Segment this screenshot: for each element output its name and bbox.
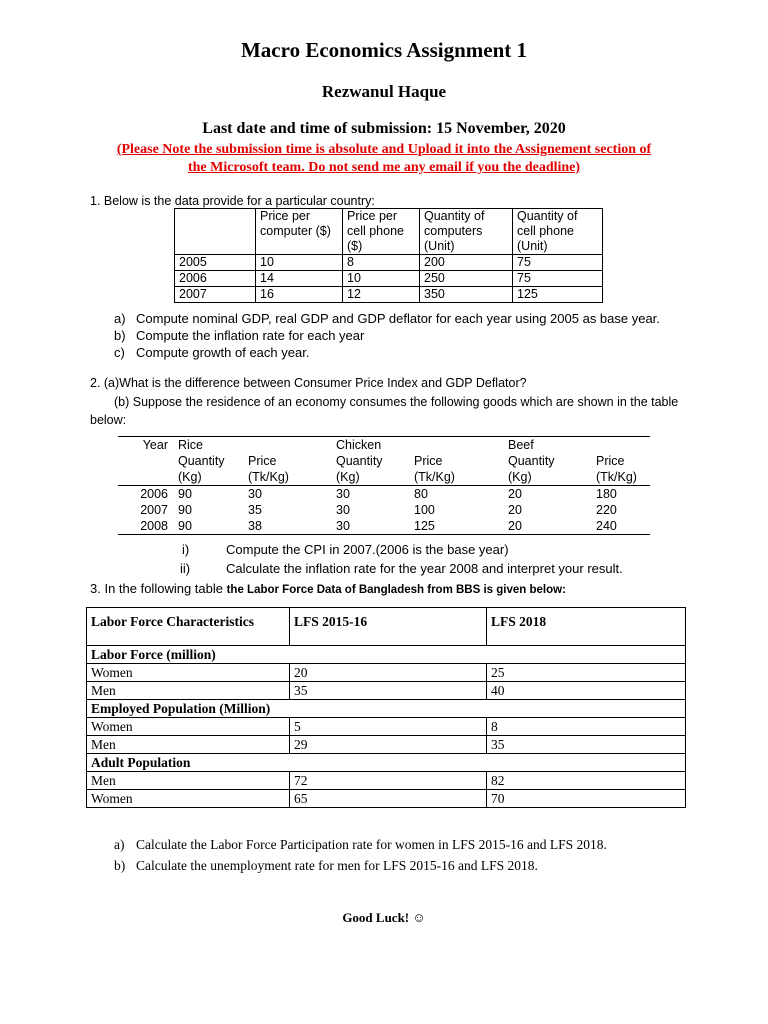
table-row bbox=[118, 518, 650, 535]
qty-line: Quantity bbox=[178, 454, 225, 468]
q1-header-line: ($) bbox=[347, 239, 363, 253]
list-item: ii) bbox=[180, 561, 191, 576]
q2-line-b1: (b) Suppose the residence of an economy consumes the following goods which are shown in the table bbox=[114, 395, 679, 409]
q1-header-line: Quantity of bbox=[424, 209, 485, 223]
q2-year: 2006 bbox=[140, 487, 168, 501]
q2-cell: 90 bbox=[178, 487, 192, 501]
list-item: Calculate the Labor Force Participation rate for women in LFS 2015-16 and LFS 2018. bbox=[136, 837, 607, 852]
q3-cell: 65 bbox=[290, 790, 487, 808]
q1-cell: 16 bbox=[256, 287, 343, 303]
q3-cell: Women bbox=[87, 718, 290, 736]
note-line-2: the Microsoft team. Do not send me any email if you the deadline) bbox=[187, 160, 581, 175]
q3-cell: 20 bbox=[290, 664, 487, 682]
q3-header-cell: LFS 2018 bbox=[487, 608, 686, 646]
table-row bbox=[87, 682, 686, 700]
qty-line: (Kg) bbox=[336, 470, 360, 484]
q3-section-title: Adult Population bbox=[87, 754, 686, 772]
table-row bbox=[175, 271, 603, 287]
table-row bbox=[87, 664, 686, 682]
table-row bbox=[87, 772, 686, 790]
q1-cell: 2005 bbox=[175, 255, 256, 271]
q2-cell: 220 bbox=[596, 503, 617, 517]
q3-section-row bbox=[87, 754, 686, 772]
q1-header-line: Quantity of bbox=[517, 209, 578, 223]
q3-table bbox=[86, 607, 686, 808]
q2-price-header bbox=[244, 453, 332, 486]
q2-qty-header bbox=[504, 453, 592, 486]
q3-cell: 25 bbox=[487, 664, 686, 682]
list-item: Calculate the unemployment rate for men for LFS 2015-16 and LFS 2018. bbox=[136, 858, 538, 873]
price-line: (Tk/Kg) bbox=[248, 470, 289, 484]
page-title: Macro Economics Assignment 1 bbox=[240, 38, 527, 62]
list-item: c) bbox=[114, 345, 125, 360]
q2-cell: 30 bbox=[248, 487, 262, 501]
list-item: Compute the CPI in 2007.(2006 is the base year) bbox=[226, 542, 509, 557]
q3-header-cell: LFS 2015-16 bbox=[290, 608, 487, 646]
deadline-text: Last date and time of submission: 15 November, 2020 bbox=[202, 120, 566, 137]
q1-header-line: (Unit) bbox=[517, 239, 548, 253]
list-item: i) bbox=[182, 542, 190, 557]
q3-cell: 35 bbox=[487, 736, 686, 754]
q3-section-title: Labor Force (million) bbox=[87, 646, 686, 664]
q2-price-header bbox=[410, 453, 504, 486]
submission-note bbox=[0, 141, 768, 177]
q2-cell: 100 bbox=[414, 503, 435, 517]
q1-cell: 75 bbox=[513, 271, 603, 287]
q3-cell: Women bbox=[87, 790, 290, 808]
list-item: b) bbox=[114, 328, 126, 343]
q1-header-cell bbox=[513, 209, 603, 255]
q2-cell: 38 bbox=[244, 518, 332, 535]
q3-section-row bbox=[87, 646, 686, 664]
q1-header-line: computer ($) bbox=[260, 224, 331, 238]
table-row bbox=[87, 736, 686, 754]
item-label: a) bbox=[114, 311, 126, 326]
q1-cell: 125 bbox=[513, 287, 603, 303]
q1-cell: 10 bbox=[256, 255, 343, 271]
q2-year: 2008 bbox=[118, 518, 174, 535]
table-row bbox=[118, 486, 650, 503]
q2-good-chicken: Chicken bbox=[336, 438, 382, 452]
q1-header-row bbox=[175, 209, 603, 255]
q2-subheader-row bbox=[118, 453, 650, 486]
q3-section-title: Employed Population (Million) bbox=[87, 700, 686, 718]
qty-line: Quantity bbox=[508, 454, 555, 468]
q3-cell: 5 bbox=[290, 718, 487, 736]
q2-table bbox=[118, 436, 650, 535]
q1-cell: 200 bbox=[420, 255, 513, 271]
q1-cell: 10 bbox=[343, 271, 420, 287]
price-line: (Tk/Kg) bbox=[596, 470, 637, 484]
q2-cell: 35 bbox=[248, 503, 262, 517]
list-item: Compute growth of each year. bbox=[136, 345, 310, 360]
q2-cell: 90 bbox=[178, 503, 192, 517]
list-item: Compute nominal GDP, real GDP and GDP deflator for each year using 2005 as base year. bbox=[136, 311, 660, 326]
q1-cell: 2007 bbox=[175, 287, 256, 303]
q1-table bbox=[174, 208, 603, 303]
qty-line: Quantity bbox=[336, 454, 383, 468]
q3-section-row bbox=[87, 700, 686, 718]
qty-line: (Kg) bbox=[178, 470, 202, 484]
q2-cell: 20 bbox=[504, 518, 592, 535]
q1-header-line: cell phone bbox=[517, 224, 574, 238]
list-item: Compute the inflation rate for each year bbox=[136, 328, 365, 343]
price-line: (Tk/Kg) bbox=[414, 470, 455, 484]
q1-intro: 1. Below is the data provide for a particular country: bbox=[90, 194, 375, 208]
q2-cell: 125 bbox=[410, 518, 504, 535]
q3-cell: Women bbox=[87, 664, 290, 682]
list-item: a) bbox=[114, 837, 125, 852]
q3-header-cell: Labor Force Characteristics bbox=[87, 608, 290, 646]
qty-line: (Kg) bbox=[508, 470, 532, 484]
table-row bbox=[175, 255, 603, 271]
q3-cell: 40 bbox=[487, 682, 686, 700]
q1-cell: 8 bbox=[343, 255, 420, 271]
closing-text: Good Luck! ☺ bbox=[342, 910, 426, 925]
q1-header-line: cell phone bbox=[347, 224, 404, 238]
q1-cell: 12 bbox=[343, 287, 420, 303]
q3-cell: 35 bbox=[290, 682, 487, 700]
q1-header-cell bbox=[256, 209, 343, 255]
q1-header-line: (Unit) bbox=[424, 239, 455, 253]
q2-cell: 180 bbox=[596, 487, 617, 501]
q2-cell: 30 bbox=[332, 518, 410, 535]
q2-cell: 30 bbox=[336, 503, 350, 517]
table-row bbox=[87, 718, 686, 736]
q1-header-line: computers bbox=[424, 224, 483, 238]
q3-cell: 70 bbox=[487, 790, 686, 808]
list-item bbox=[114, 311, 126, 326]
q1-header-line: Price per bbox=[260, 209, 311, 223]
price-line: Price bbox=[248, 454, 277, 468]
q2-line-b2: below: bbox=[90, 413, 127, 427]
q2-cell: 20 bbox=[508, 487, 522, 501]
q3-cell: 29 bbox=[290, 736, 487, 754]
q2-cell: 80 bbox=[414, 487, 428, 501]
q2-line-a: 2. (a)What is the difference between Consumer Price Index and GDP Deflator? bbox=[90, 376, 527, 390]
q3-intro-b: the Labor Force Data of Bangladesh from BBS is given below: bbox=[226, 584, 566, 596]
list-item: Calculate the inflation rate for the year 2008 and interpret your result. bbox=[226, 561, 623, 576]
q3-intro-a: 3. In the following table bbox=[90, 581, 227, 596]
q2-qty-header bbox=[174, 453, 244, 486]
q3-cell: 8 bbox=[487, 718, 686, 736]
table-row bbox=[118, 502, 650, 518]
q3-cell: Men bbox=[87, 772, 290, 790]
q2-year-header: Year bbox=[142, 438, 168, 452]
q1-cell: 350 bbox=[420, 287, 513, 303]
q2-cell: 90 bbox=[174, 518, 244, 535]
table-row bbox=[175, 287, 603, 303]
table-row bbox=[87, 790, 686, 808]
price-line: Price bbox=[414, 454, 443, 468]
q2-cell: 30 bbox=[336, 487, 350, 501]
author-name: Rezwanul Haque bbox=[321, 82, 447, 101]
price-line: Price bbox=[596, 454, 625, 468]
q2-cell: 20 bbox=[508, 503, 522, 517]
q3-intro bbox=[90, 581, 566, 597]
q3-cell: 82 bbox=[487, 772, 686, 790]
q3-cell: Men bbox=[87, 736, 290, 754]
q1-header-cell bbox=[343, 209, 420, 255]
q1-cell: 2006 bbox=[175, 271, 256, 287]
q2-qty-header bbox=[332, 453, 410, 486]
q1-header-cell bbox=[420, 209, 513, 255]
q1-cell: 14 bbox=[256, 271, 343, 287]
q2-cell: 240 bbox=[592, 518, 650, 535]
q1-header-line: Price per bbox=[347, 209, 398, 223]
q1-cell: 75 bbox=[513, 255, 603, 271]
q2-good-beef: Beef bbox=[508, 438, 534, 452]
q3-cell: Men bbox=[87, 682, 290, 700]
q3-cell: 72 bbox=[290, 772, 487, 790]
q1-cell: 250 bbox=[420, 271, 513, 287]
q2-good-rice: Rice bbox=[178, 438, 204, 452]
q2-subheader-blank bbox=[118, 453, 174, 486]
note-line-1: (Please Note the submission time is absolute and Upload it into the Assignement section of bbox=[116, 142, 652, 157]
q1-header-blank bbox=[175, 209, 256, 255]
q2-price-header bbox=[592, 453, 650, 486]
q2-year: 2007 bbox=[140, 503, 168, 517]
list-item: b) bbox=[114, 858, 126, 873]
q1-header-line bbox=[260, 239, 338, 254]
q3-header-row bbox=[87, 608, 686, 646]
q2-header-row bbox=[118, 437, 650, 454]
